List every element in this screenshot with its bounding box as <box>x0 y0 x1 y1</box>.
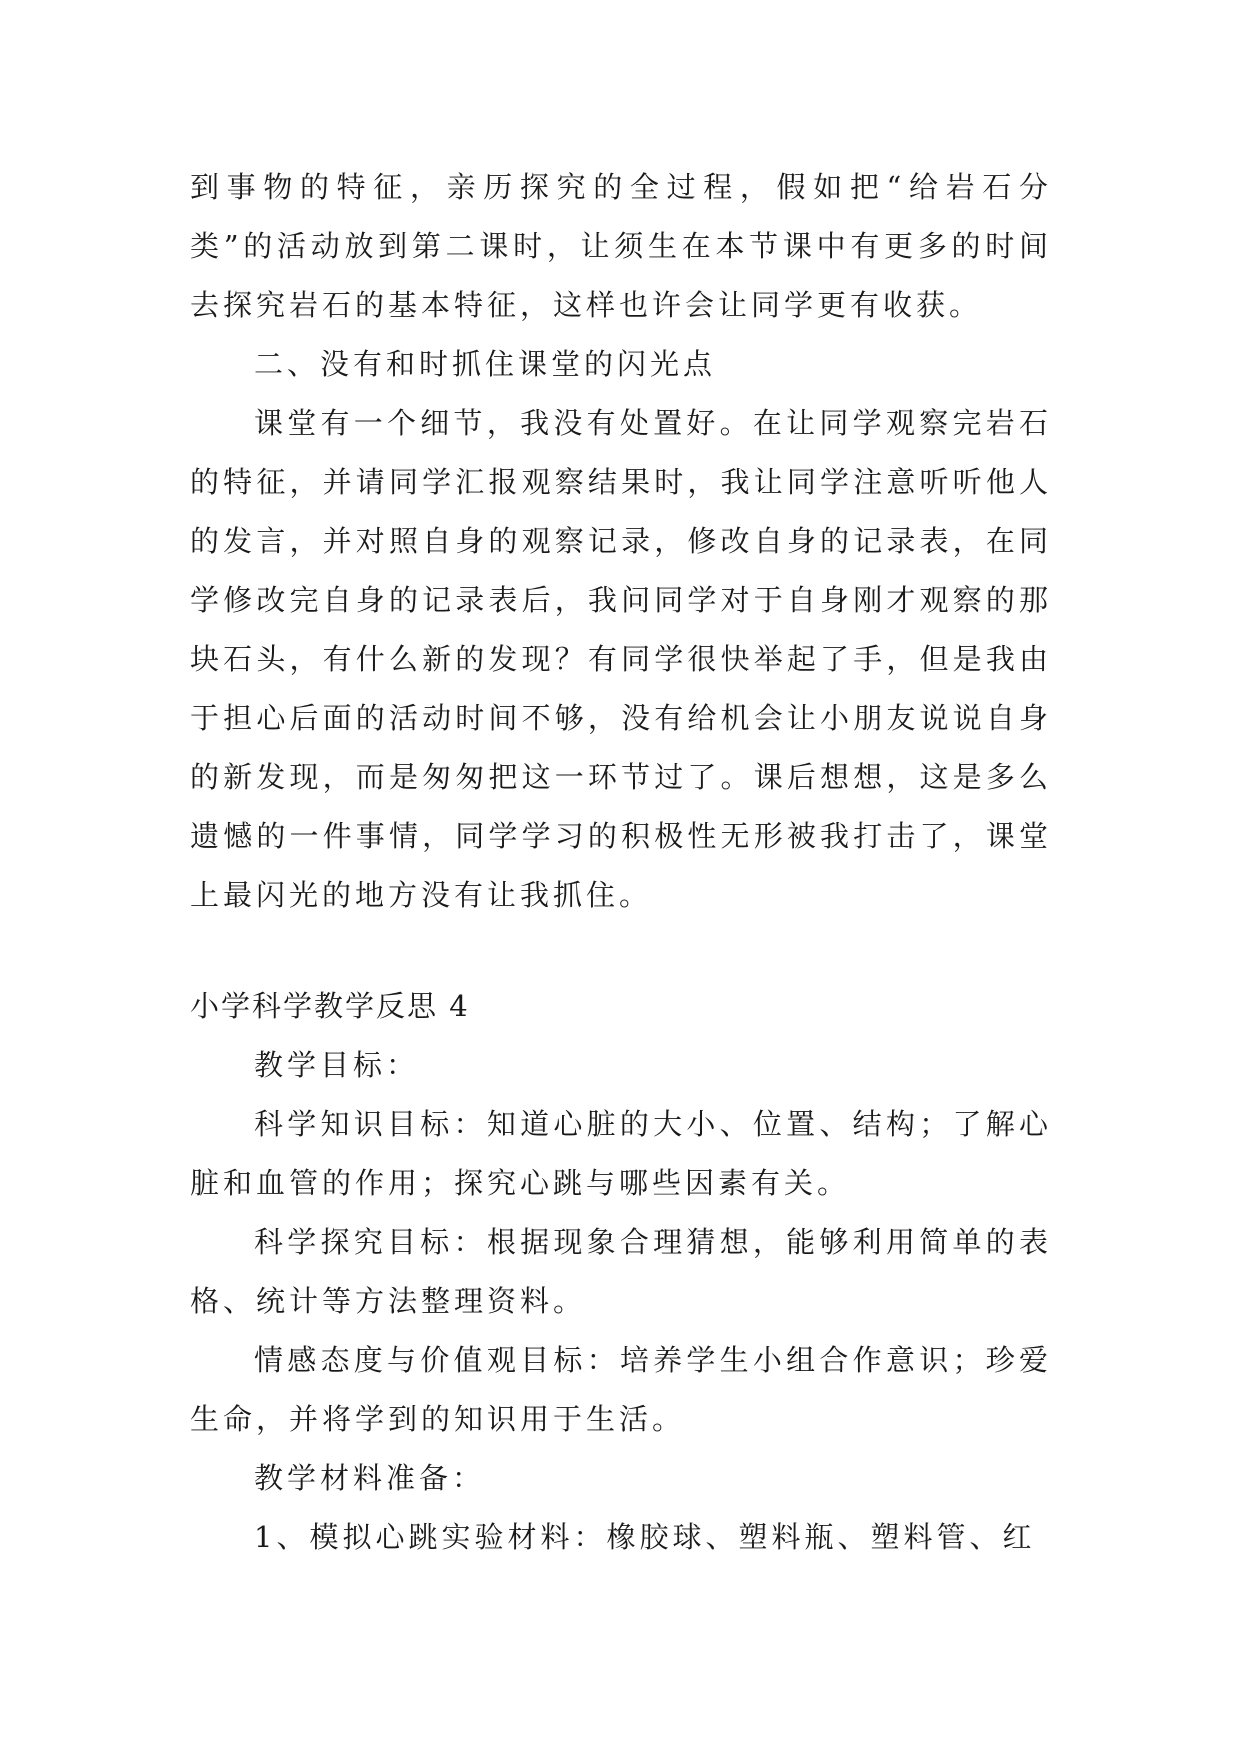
materials-heading: 教学材料准备： <box>254 1461 486 1495</box>
article-title: 小学科学教学反思 4 <box>190 989 470 1023</box>
spacer <box>190 925 1052 977</box>
teaching-goals-heading: 教学目标： <box>254 1048 420 1082</box>
section-heading-2: 二、没有和时抓住课堂的闪光点 <box>254 347 717 381</box>
knowledge-goal: 科学知识目标：知道心脏的大小、位置、结构；了解心脏和血管的作用；探究心跳与哪些因素有关。 <box>190 1107 1052 1200</box>
document-body <box>190 158 1052 1567</box>
attitude-goal: 情感态度与价值观目标：培养学生小组合作意识；珍爱生命，并将学到的知识用于生活。 <box>190 1343 1052 1436</box>
inquiry-goal: 科学探究目标：根据现象合理猜想，能够利用简单的表格、统计等方法整理资料。 <box>190 1225 1052 1318</box>
materials-item-1: 1、模拟心跳实验材料：橡胶球、塑料瓶、塑料管、红 <box>254 1520 1036 1554</box>
paragraph-continuation: 到事物的特征，亲历探究的全过程，假如把“给岩石分类”的活动放到第二课时，让须生在本节课中有更多的时间去探究岩石的基本特征，这样也许会让同学更有收获。 <box>190 170 1052 322</box>
paragraph-detail: 课堂有一个细节，我没有处置好。在让同学观察完岩石的特征，并请同学汇报观察结果时，我让同学注意听听他人的发言，并对照自身的观察记录，修改自身的记录表，在同学修改完自身的记录表后，我问同学对于自身刚才观察的那块石头，有什么新的发现？有同学很快举起了手，但是我由于担心后面的活动时间不够，没有给机会让小朋友说说自身的新发现，而是匆匆把这一环节过了。课后想想，这是多么遗憾的一件事情，同学学习的积极性无形被我打击了，课堂上最闪光的地方没有让我抓住。 <box>190 406 1052 912</box>
